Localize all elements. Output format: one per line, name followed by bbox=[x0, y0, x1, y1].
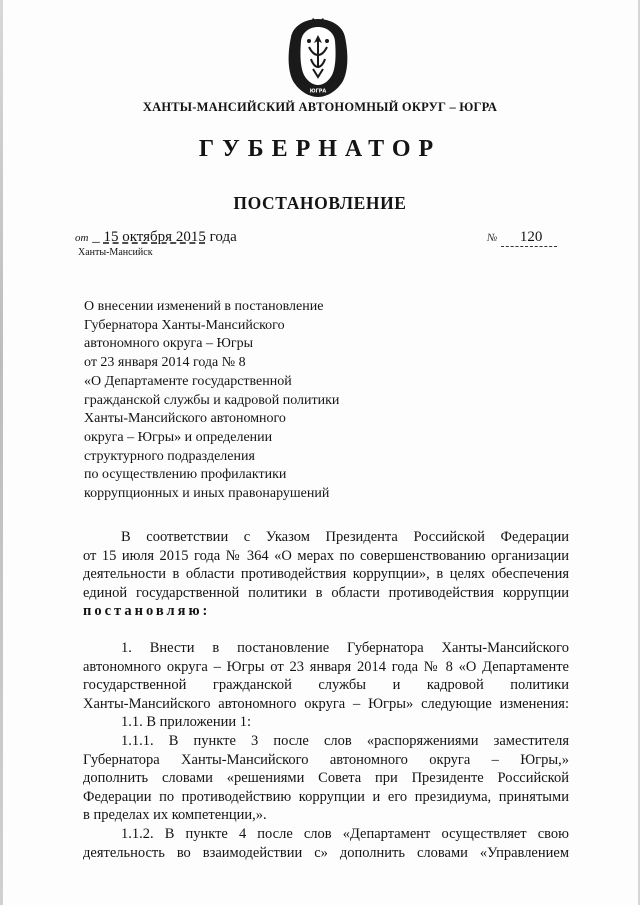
body-line: в пределах их компетенции,». bbox=[83, 807, 267, 824]
subject-line: коррупционных и иных правонарушений bbox=[84, 486, 330, 502]
subject-line: О внесении изменений в постановление bbox=[84, 299, 324, 314]
paragraph-preamble bbox=[83, 528, 569, 621]
subject-line: автономного округа – Югры bbox=[84, 336, 253, 352]
document-date: от _ 15 октября 2015 года bbox=[75, 229, 237, 245]
body-line: Губернатора Ханты-Мансийского автономного округа – Югры,» bbox=[83, 751, 569, 768]
number-prefix: № bbox=[487, 232, 498, 244]
subject-line: Губернатора Ханты-Мансийского bbox=[84, 317, 285, 333]
decree-word: постановляю: bbox=[83, 603, 211, 620]
document-subject bbox=[84, 298, 384, 504]
paragraph-item-1 bbox=[83, 639, 569, 732]
body-line: деятельности в области противодействия коррупции», в целях обеспечения bbox=[83, 566, 569, 583]
subject-line: Ханты-Мансийского автономного bbox=[84, 411, 286, 427]
body-line: единой государственной политики в области противодействия коррупции bbox=[83, 584, 569, 601]
body-line: Федерации по противодействию коррупции и его президиума, принятыми bbox=[83, 788, 569, 805]
subject-line: по осуществлению профилактики bbox=[84, 467, 287, 483]
body-line: деятельность во взаимодействии с» дополнить словами «Управлением bbox=[83, 844, 569, 861]
subject-line: структурного подразделения bbox=[84, 448, 255, 464]
number-value: 120 bbox=[501, 229, 557, 247]
subject-line: гражданской службы и кадровой политики bbox=[84, 392, 340, 408]
body-line: В соответствии с Указом Президента Российской Федерации bbox=[121, 529, 569, 545]
subject-line: «О Департаменте государственной bbox=[84, 373, 292, 389]
coat-of-arms-emblem bbox=[283, 17, 353, 99]
date-prefix: от bbox=[75, 232, 89, 244]
document-body bbox=[83, 528, 569, 862]
governor-heading: ГУБЕРНАТОР bbox=[198, 136, 442, 162]
body-line: государственной гражданской службы и кадровой политики bbox=[83, 677, 569, 694]
svg-text:ЮГРА: ЮГРА bbox=[309, 88, 327, 95]
subject-line: от 23 января 2014 года № 8 bbox=[84, 355, 246, 371]
body-line: 1.1.1. В пункте 3 после слов «распоряжениями заместителя bbox=[121, 732, 569, 749]
body-line: от 15 июля 2015 года № 364 «О мерах по совершенствованию организации bbox=[83, 547, 569, 564]
date-suffix: года bbox=[209, 229, 237, 245]
body-line: Ханты-Мансийского автономного округа – Югры» следующие изменения: bbox=[83, 695, 569, 712]
document-number bbox=[487, 229, 557, 247]
body-line: 1.1.2. В пункте 4 после слов «Департамент осуществляет свою bbox=[121, 825, 569, 842]
document-type-heading: ПОСТАНОВЛЕНИЕ bbox=[233, 193, 407, 213]
body-line: 1.1. В приложении 1: bbox=[121, 714, 252, 731]
issue-city: Ханты-Мансийск bbox=[78, 247, 153, 258]
region-title: ХАНТЫ-МАНСИЙСКИЙ АВТОНОМНЫЙ ОКРУГ – ЮГРА bbox=[142, 100, 498, 114]
date-value: 15 октября 2015 bbox=[103, 229, 206, 245]
subject-line: округа – Югры» и определении bbox=[84, 429, 273, 445]
paragraph-item-1-1-2 bbox=[83, 825, 569, 862]
body-line: 1. Внести в постановление Губернатора Ханты-Мансийского bbox=[121, 639, 569, 656]
body-line: автономного округа – Югры от 23 января 2014 года № 8 «О Департаменте bbox=[83, 658, 569, 675]
body-line: дополнить словами «решениями Совета при Президенте Российской bbox=[83, 770, 569, 787]
paragraph-item-1-1-1 bbox=[83, 732, 569, 825]
